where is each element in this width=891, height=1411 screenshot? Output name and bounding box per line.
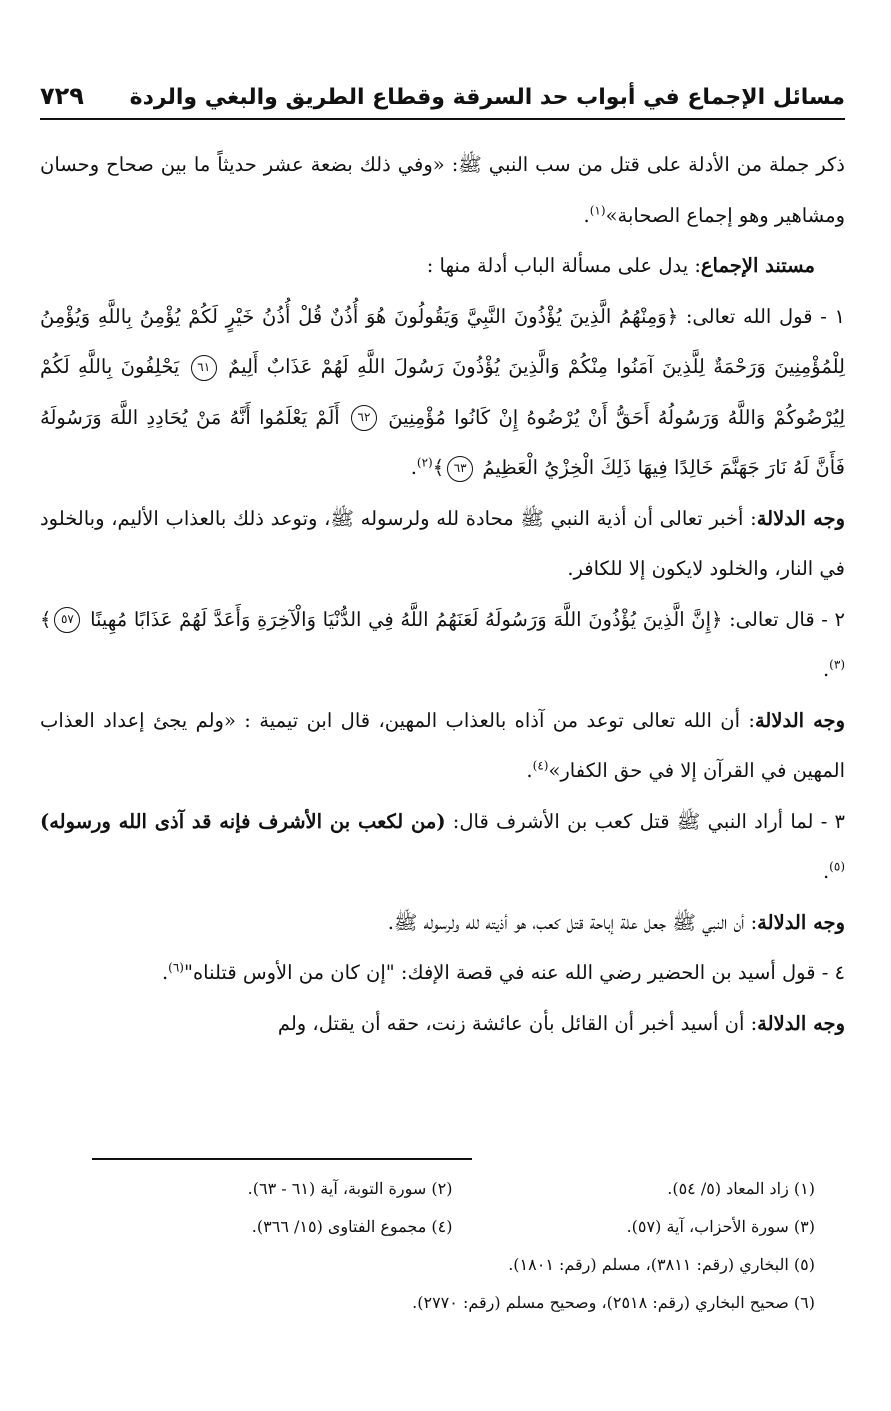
quran-verse: إِنَّ الَّذِينَ يُؤْذُونَ اللَّهَ وَرَسُولَهُ لَعَنَهُمُ اللَّهُ فِي الدُّنْيَا وَالْآخِرَةِ وَأَعَدَّ لَهُمْ عَذَابًا مُهِينًا — [90, 607, 712, 631]
quran-verse: يَحْلِفُونَ بِاللَّهِ لَكُمْ لِيُرْضُوكُمْ وَاللَّهُ وَرَسُولُهُ أَحَقُّ أَنْ يُرْضُوهُ إِنْ كَانُوا مُؤْمِنِينَ — [40, 355, 846, 429]
footnote: (٣) سورة الأحزاب، آية (٥٧). — [626, 1217, 815, 1236]
ayah-number-marker: ٦٣ — [447, 456, 473, 482]
quran-verse: أَلَمْ يَعْلَمُوا أَنَّهُ مَنْ يُحَادِدِ اللَّهَ وَرَسُولَهُ فَأَنَّ لَهُ نَارَ جَهَنَّمَ خَالِدًا فِيهَا ذَلِكَ الْخِزْيُ الْعَظِيمُ — [40, 405, 845, 479]
evidence-item-2: ٢ - قال تعالى: ﴿إِنَّ الَّذِينَ يُؤْذُونَ اللَّهَ وَرَسُولَهُ لَعَنَهُمُ اللَّهُ فِي الدُّنْيَا وَالْآخِرَةِ وَأَعَدَّ لَهُمْ عَذَابًا مُهِينًا ٥٧﴾$^{(٣)}$. — [40, 607, 846, 681]
footnote-divider — [92, 1158, 472, 1160]
footnote-ref: (٥) — [829, 859, 845, 874]
body-text — [40, 140, 845, 1049]
evidence-item-4: ٤ - قول أسيد بن الحضير رضي الله عنه في قصة الإفك: "إن كان من الأوس قتلناه"$^{(٦)}$. — [161, 960, 845, 984]
ayah-number-marker: ٦١ — [191, 355, 217, 381]
footnote: (٢) سورة التوبة، آية (٦١ - ٦٣). — [247, 1179, 453, 1198]
evidence-explanation-4: وجه الدلالة: أن أسيد أخبر أن القائل بأن عائشة زنت، حقه أن يقتل، ولم — [277, 1011, 845, 1035]
footnote-ref: (٤) — [532, 758, 549, 773]
footnote-ref: (٣) — [829, 657, 845, 672]
evidence-explanation-1: وجه الدلالة: أخبر تعالى أن أذية النبي ﷺ محادة لله ولرسوله ﷺ، وتوعد ذلك بالعذاب الأليم، وبالخلود في النار، والخلود لايكون إلا للكافر. — [40, 506, 845, 580]
chapter-title: مسائل الإجماع في أبواب حد السرقة وقطاع الطريق والبغي والردة — [129, 85, 845, 110]
evidence-heading: وجه الدلالة — [754, 708, 845, 732]
evidence-item-3: ٣ - لما أراد النبي ﷺ قتل كعب بن الأشرف قال: (من لكعب بن الأشرف فإنه قد آذى الله ورسوله)$^{(٥)}$. — [40, 809, 845, 883]
ayah-number-marker: ٦٢ — [351, 405, 377, 431]
evidence-heading: وجه الدلالة — [757, 910, 845, 934]
footnote-ref: (٦) — [168, 960, 184, 975]
paragraph-intro: ذكر جملة من الأدلة على قتل من سب النبي ﷺ: «وفي ذلك بضعة عشر حديثاً ما بين صحاح وحسان ومشاهير وهو إجماع الصحابة»$^{(١)}$. — [40, 153, 845, 227]
footnote: (٤) مجموع الفتاوى (١٥/ ٣٦٦). — [251, 1217, 453, 1236]
page-number: ٧٢٩ — [40, 82, 84, 110]
footnote: (٦) صحيح البخاري (رقم: ٢٥١٨)، وصحيح مسلم (رقم: ٢٧٧٠). — [412, 1293, 815, 1312]
footnote-ref: (١) — [589, 203, 606, 217]
footnotes — [90, 1170, 815, 1322]
ayah-number-marker: ٥٧ — [54, 607, 80, 633]
header-divider — [40, 118, 845, 120]
paragraph-basis: مستند الإجماع: يدل على مسألة الباب أدلة منها : — [426, 254, 815, 277]
evidence-heading: وجه الدلالة — [756, 506, 845, 530]
quran-verse: وَمِنْهُمُ الَّذِينَ يُؤْذُونَ النَّبِيَّ وَيَقُولُونَ هُوَ أُذُنٌ قُلْ أُذُنُ خَيْرٍ لَكُمْ يُؤْمِنُ بِاللَّهِ وَيُؤْمِنُ لِلْمُؤْمِنِينَ وَرَحْمَةٌ لِلَّذِينَ آمَنُوا مِنْكُمْ وَالَّذِينَ يُؤْذُونَ رَسُولَ اللَّهِ لَهُمْ عَذَابٌ أَلِيمٌ — [40, 304, 846, 378]
evidence-explanation-3: وجه الدلالة: أن النبي ﷺ جعل علة إباحة قتل كعب، هو أذيته لله ولرسوله ﷺ. — [387, 910, 845, 934]
evidence-explanation-2: وجه الدلالة: أن الله تعالى توعد من آذاه بالعذاب المهين، قال ابن تيمية : «ولم يجئ إعداد العذاب المهين في القرآن إلا في حق الكفار»$^{(٤)}$. — [40, 708, 845, 782]
basis-heading: مستند الإجماع — [700, 254, 815, 277]
footnote-ref: (٢) — [416, 455, 433, 470]
footnote: (٥) البخاري (رقم: ٣٨١١)، مسلم (رقم: ١٨٠١). — [508, 1255, 815, 1274]
evidence-item-1: ١ - قول الله تعالى: ﴿وَمِنْهُمُ الَّذِينَ يُؤْذُونَ النَّبِيَّ وَيَقُولُونَ هُوَ أُذُنٌ قُلْ أُذُنُ خَيْرٍ لَكُمْ يُؤْمِنُ بِاللَّهِ وَيُؤْمِنُ لِلْمُؤْمِنِينَ وَرَحْمَةٌ لِلَّذِينَ آمَنُوا مِنْكُمْ وَالَّذِينَ يُؤْذُونَ رَسُولَ اللَّهِ لَهُمْ عَذَابٌ أَلِيمٌ ٦١ يَحْلِفُونَ بِاللَّهِ لَكُمْ لِيُرْضُوكُمْ وَاللَّهُ وَرَسُولُهُ أَحَقُّ أَنْ يُرْضُوهُ إِنْ كَانُوا مُؤْمِنِينَ ٦٢ أَلَمْ يَعْلَمُوا أَنَّهُ مَنْ يُحَادِدِ اللَّهَ وَرَسُولَهُ فَأَنَّ لَهُ نَارَ جَهَنَّمَ خَالِدًا فِيهَا ذَلِكَ الْخِزْيُ الْعَظِيمُ ٦٣﴾$^{(٢)}$. — [40, 292, 845, 494]
footnote: (١) زاد المعاد (٥/ ٥٤). — [667, 1179, 815, 1198]
hadith-quote: (من لكعب بن الأشرف فإنه قد آذى الله ورسوله) — [40, 809, 446, 833]
evidence-heading: وجه الدلالة — [757, 1011, 845, 1035]
running-header — [40, 66, 845, 110]
